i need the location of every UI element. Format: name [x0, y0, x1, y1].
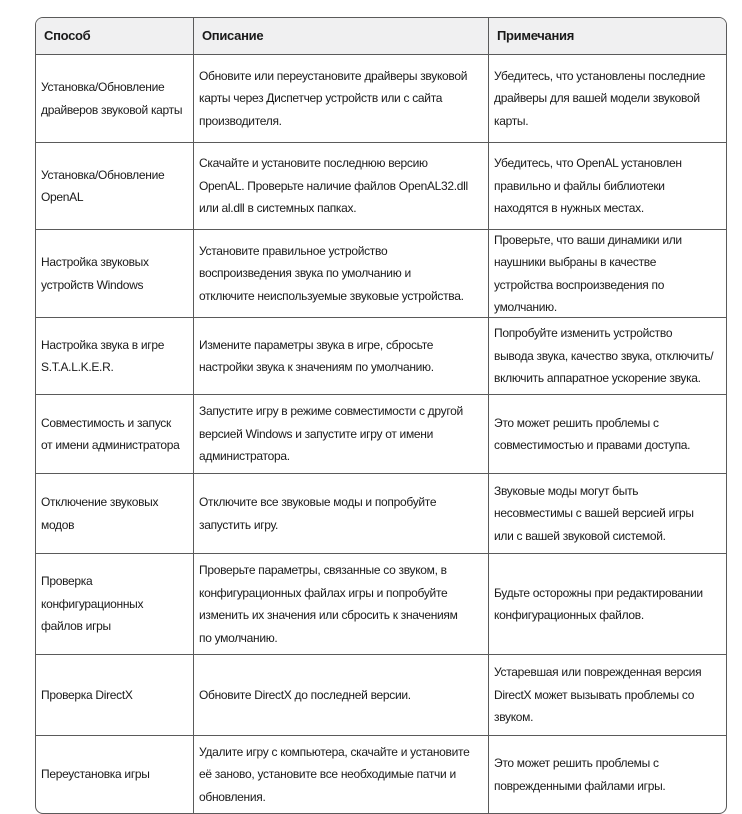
notes-cell: Это может решить проблемы с поврежденными файлами игры. [494, 756, 666, 793]
notes-cell: Убедитесь, что OpenAL установлен правильно и файлы библиотеки находятся в нужных местах. [494, 156, 682, 216]
method-cell: Проверка конфигурационных файлов игры [36, 554, 194, 654]
description-cell: Запустите игру в режиме совместимости с другой версией Windows и запустите игру от имени администратора. [194, 395, 489, 473]
table-row [36, 229, 726, 317]
table-header-row [36, 18, 726, 54]
notes-cell: Проверьте, что ваши динамики или наушники выбраны в качестве устройства воспроизведения по умолчанию. [494, 232, 682, 314]
method-cell: Настройка звука в игре S.T.A.L.K.E.R. [36, 318, 194, 394]
description-cell: Скачайте и установите последнюю версию OpenAL. Проверьте наличие файлов OpenAL32.dll или al.dll в системных папках. [194, 143, 489, 229]
table-row [36, 654, 726, 735]
notes-cell: Попробуйте изменить устройство вывода звука, качество звука, отключить/ включить аппаратное ускорение звука. [494, 326, 714, 386]
description-cell: Проверьте параметры, связанные со звуком, в конфигурационных файлах игры и попробуйте изменить их значения или сбросить к значениям по умолчанию. [194, 554, 489, 654]
notes-cell: Убедитесь, что установлены последние драйверы для вашей модели звуковой карты. [494, 68, 706, 128]
header-description: Описание [194, 18, 489, 54]
table-row [36, 735, 726, 813]
notes-cell: Звуковые моды могут быть несовместимы с вашей версией игры или с вашей звуковой системой. [494, 483, 694, 543]
method-cell: Установка/Обновление драйверов звуковой карты [36, 55, 194, 142]
header-method: Способ [36, 18, 194, 54]
table-row [36, 553, 726, 654]
method-cell: Настройка звуковых устройств Windows [36, 230, 194, 317]
table-row [36, 394, 726, 473]
table-row [36, 142, 726, 229]
description-cell: Отключите все звуковые моды и попробуйте запустить игру. [194, 474, 489, 553]
description-cell: Удалите игру с компьютера, скачайте и установите её заново, установите все необходимые патчи и обновления. [194, 736, 489, 813]
description-cell: Обновите DirectX до последней версии. [194, 655, 489, 735]
description-cell: Измените параметры звука в игре, сбросьте настройки звука к значениям по умолчанию. [194, 318, 489, 394]
table-row [36, 54, 726, 142]
method-cell: Переустановка игры [36, 736, 194, 813]
method-cell: Установка/Обновление OpenAL [36, 143, 194, 229]
table-row [36, 473, 726, 553]
description-cell: Установите правильное устройство воспроизведения звука по умолчанию и отключите неиспользуемые звуковые устройства. [194, 230, 489, 317]
method-cell: Совместимость и запуск от имени администратора [36, 395, 194, 473]
methods-table [35, 17, 727, 814]
notes-cell: Это может решить проблемы с совместимостью и правами доступа. [494, 415, 691, 452]
notes-cell: Будьте осторожны при редактировании конфигурационных файлов. [494, 585, 703, 622]
description-cell: Обновите или переустановите драйверы звуковой карты через Диспетчер устройств или с сайта производителя. [194, 55, 489, 142]
table-row [36, 317, 726, 394]
method-cell: Отключение звуковых модов [36, 474, 194, 553]
header-notes: Примечания [497, 27, 575, 43]
method-cell: Проверка DirectX [36, 655, 194, 735]
notes-cell: Устаревшая или поврежденная версия DirectX может вызывать проблемы со звуком. [494, 665, 702, 725]
